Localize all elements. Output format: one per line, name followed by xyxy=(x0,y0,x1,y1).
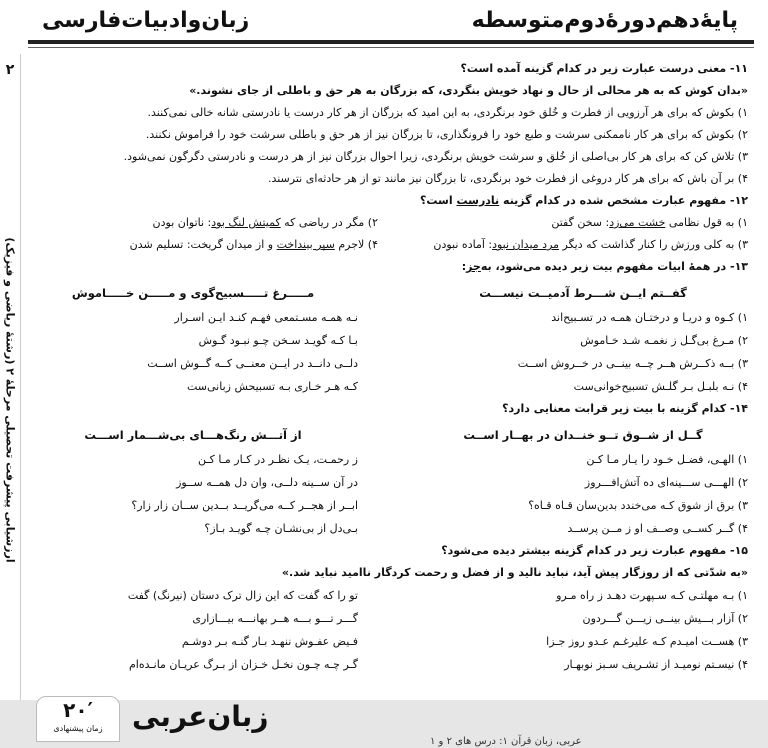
hemistich: ۳) هســت امیـدم کـه علیرغـم عـدو روز جـزا xyxy=(546,635,748,648)
question-12-title-emphasis: نادرست xyxy=(456,194,500,207)
next-section-title: زبان‌عربی xyxy=(132,700,269,733)
question-12-title-end: است؟ xyxy=(420,194,457,207)
header-rule-thin xyxy=(28,47,754,48)
question-11-quote: «بدان کوش که به هر محالی از حال و نهاد خویش بنگردی، که بزرگان به هر حق و باطلی از جای نشوند.» xyxy=(189,84,748,97)
hemistich: بـا کـه گویـد سـخن چـو نبـود گـوش xyxy=(198,334,358,347)
option-underlined: مرد میدان نبود xyxy=(492,238,560,251)
question-12-options-row-2 xyxy=(28,234,748,256)
question-12-title xyxy=(28,190,748,212)
hemistich: ۴) نـه بلبـل بـر گلـش تسبیح‌خوانی‌ست xyxy=(573,380,748,393)
option-text: : آماده نبودن xyxy=(433,238,493,251)
question-13-option-3[interactable] xyxy=(28,352,748,375)
question-12-options-row-1 xyxy=(28,212,748,234)
hemistich: گـــر تـــو بـــه هــر بهانـــه بیـــازاری xyxy=(192,612,358,625)
question-14-title: ۱۴- کدام گزینه با بیت زیر قرابت معنایی دارد؟ xyxy=(502,402,748,415)
question-13-title-end: : xyxy=(461,260,467,273)
hemistich: در آن ســینه دلــی، وان دل همــه ســوز xyxy=(176,476,358,489)
question-13-option-4[interactable] xyxy=(28,375,748,398)
option-text: ۴) لاجرم xyxy=(334,238,378,251)
question-15-title: ۱۵- مفهوم عبارت زیر در کدام گزینه بیشتر دیده می‌شود؟ xyxy=(441,544,748,557)
hemistich: ۳) بــه ذکــرش هــر چــه بینــی در خــروش اســت xyxy=(517,357,748,370)
question-13-option-1[interactable] xyxy=(28,306,748,329)
hemistich: دلــی دانــد در ایــن معنــی کــه گــوش اســت xyxy=(147,357,358,370)
question-14-verse xyxy=(28,424,748,446)
question-11-option-4[interactable]: ۴) بر آن باش که برای هر کار دروغی از فطرت خود برنگردی، تا بزرگان نیز مانند تو از هر حادثه‌ای نترسند. xyxy=(267,172,748,185)
question-13-title xyxy=(28,256,748,278)
hemistich: ۱) الهـی، فضـل خـود را یـار مـا کـن xyxy=(586,453,748,466)
question-11-option-1[interactable]: ۱) بکوش که برای هر آرزویی از فطرت و خُلق خود برنگردی، به این امید که بزرگان از هر کار درست یا نادرستی شانه خالی نمی‌کنند. xyxy=(147,106,748,119)
option-underlined: کمیتش لنگ بود xyxy=(211,216,281,229)
page-number: ۲ xyxy=(5,62,15,78)
option-text: ۳) به کلی ورزش را کنار گذاشت که دیگر xyxy=(559,238,748,251)
question-15-option-4[interactable] xyxy=(28,653,748,676)
hemistich: نـه همـه مسـتمعی فهـم کنـد ایـن اسـرار xyxy=(174,311,358,324)
hemistich: ۲) الهـــی ســـینه‌ای ده آتش‌افـــروز xyxy=(584,476,748,489)
suggested-time-box xyxy=(36,696,120,742)
hemistich: ۴) گــر کســی وصــف او ز مــن پرســد xyxy=(567,522,748,535)
verse-second-hemistich: از آتـــش رنگ‌هـــای بی‌شـــمار اســـت xyxy=(84,428,302,442)
hemistich: ۲) آزار بـــیش بینــی زیـــن گـــردون xyxy=(582,612,748,625)
question-12-option-4[interactable] xyxy=(28,234,378,256)
verse-first-hemistich: گــل از شــوق تــو خنــدان در بهــار اســت xyxy=(463,428,703,442)
question-14-option-1[interactable] xyxy=(28,448,748,471)
question-15-option-1[interactable] xyxy=(28,584,748,607)
hemistich: کـه هـر خـاری بـه تسبیحش زبانی‌ست xyxy=(186,380,358,393)
option-text: و از میدان گریخت: تسلیم شدن xyxy=(129,238,277,251)
question-13-title-emphasis: جز xyxy=(466,260,481,273)
suggested-time-value: ۲۰′ xyxy=(63,698,93,722)
next-section-subtitle: عربی، زبان قرآن ۱: درس های ۲ و ۱ xyxy=(430,736,582,747)
option-text: ۱) به قول نظامی xyxy=(665,216,748,229)
question-14-option-4[interactable] xyxy=(28,517,748,540)
question-15-option-3[interactable] xyxy=(28,630,748,653)
hemistich: ۳) برق از شوق کـه می‌خندد بدین‌سان قـاه قـاه؟ xyxy=(528,499,748,512)
question-14-option-2[interactable] xyxy=(28,471,748,494)
hemistich: بـی‌دل از بی‌نشـان چـه گویـد بـاز؟ xyxy=(204,522,358,535)
page-header xyxy=(0,0,768,54)
question-11-title: ۱۱- معنی درست عبارت زیر در کدام گزینه آمده است؟ xyxy=(460,62,748,75)
question-12-option-2[interactable] xyxy=(28,212,378,234)
question-12-title-part: ۱۲- مفهوم عبارت مشخص شده در کدام گزینه xyxy=(499,194,748,207)
question-12-option-3[interactable] xyxy=(398,234,748,256)
hemistich: فـیض عفـوش ننهـد بـار گنـه بـر دوشـم xyxy=(181,635,358,648)
question-14-option-3[interactable] xyxy=(28,494,748,517)
hemistich: ۱) بـه مهلتـی کـه سـپهرت دهـد ز راه مـرو xyxy=(556,589,748,602)
question-13-option-2[interactable] xyxy=(28,329,748,352)
question-13-title-part: ۱۳- در همهٔ ابیات مفهوم بیت زیر دیده می‌شود، به‌ xyxy=(480,260,748,273)
option-underlined: سپر بینداخت xyxy=(276,238,335,251)
question-11-option-2[interactable]: ۲) بکوش که برای هر کار ناممکنی سرشت و طبع خود را فرونگذاری، تا بزرگان نیز از هر حق و باطلی سرشت خود را فراموش نکنند. xyxy=(145,128,748,141)
question-11-option-3[interactable]: ۳) تلاش کن که برای هر کار بی‌اصلی از خُلق و سرشت خویش برنگردی، زیرا احوال بزرگان نیز از هر درست و نادرستی دگرگون نمی‌شود. xyxy=(123,150,748,163)
option-text: ۲) مگر در ریاضی که xyxy=(280,216,378,229)
hemistich: گـر چـه چـون نخـل خـزان از بـرگ عریـان مانـده‌ام xyxy=(129,658,358,671)
subject-title: زبان‌وادبیات‌فارسی xyxy=(42,8,250,33)
side-exam-title: ارزشیابی پیشرفت تحصیلی مرحلۀ ۲ (رشتۀ ریاضی و فیزیک) xyxy=(3,237,17,563)
question-12-option-1[interactable] xyxy=(398,212,748,234)
hemistich: ۲) مـرغ بی‌گـل ز نغمـه شـد خـاموش xyxy=(580,334,748,347)
question-15-option-2[interactable] xyxy=(28,607,748,630)
hemistich: ۱) کـوه و دریـا و درختـان همـه در تسـبیح‌اند xyxy=(551,311,748,324)
suggested-time-label: زمان پیشنهادی xyxy=(53,724,103,733)
hemistich: ۴) نیسـتم نومیـد از تشـریف سـبز نوبهـار xyxy=(564,658,748,671)
question-15-quote: «به شدّتی که از روزگار پیش آید، نباید نالید و از فضل و رحمت کردگار ناامید نباید شد.» xyxy=(281,566,748,579)
header-rule xyxy=(28,40,754,44)
option-underlined: خشت می‌زد xyxy=(609,216,666,229)
verse-first-hemistich: گفــتم ایــن شـــرط آدمیــت نیســـت xyxy=(479,286,687,300)
hemistich: تو را که گفت که این زال ترک دستان (نیرنگ) گفت xyxy=(127,589,358,602)
grade-title: پایۀ‌دهم‌دورۀ‌دوم‌متوسطه xyxy=(471,8,738,33)
hemistich: ابــر از هجــر کــه می‌گریــد بــدین ســان زار زار؟ xyxy=(131,499,358,512)
option-text: : ناتوان بودن xyxy=(152,216,212,229)
verse-second-hemistich: مـــــرغ تـــــسبیح‌گوی و مـــــن خـــــاموش xyxy=(71,286,315,300)
hemistich: ز رحمـت، یـک نظـر در کـار مـا کـن xyxy=(198,453,358,466)
option-text: : سخن گفتن xyxy=(551,216,610,229)
question-13-verse xyxy=(28,282,748,304)
questions-area xyxy=(28,58,748,676)
